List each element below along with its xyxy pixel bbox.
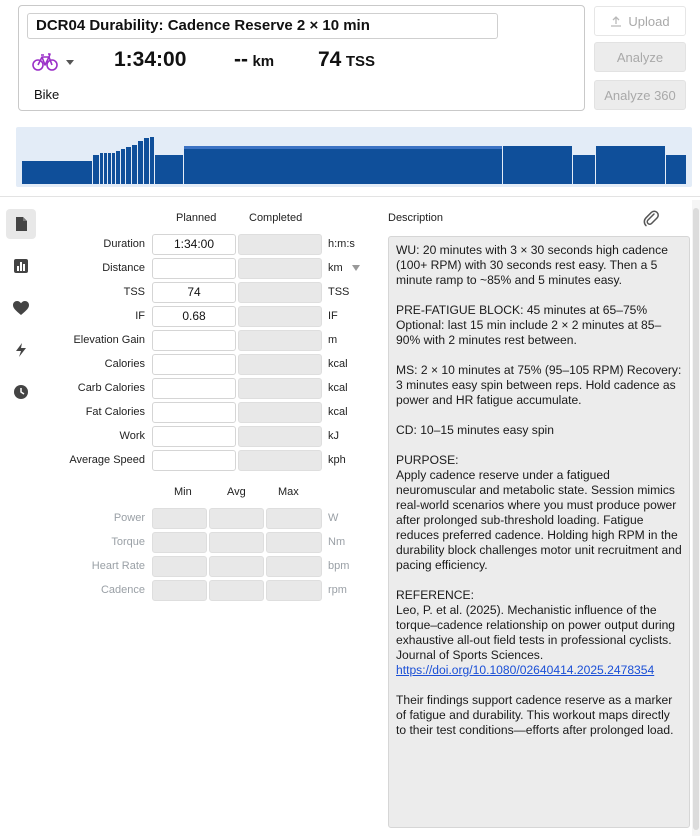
unit-cadence: rpm	[328, 584, 347, 596]
row-label-fat-calories: Fat Calories	[85, 406, 145, 418]
torque-avg-input[interactable]	[209, 532, 264, 553]
column-header-completed: Completed	[249, 212, 303, 224]
heart-rate-avg-input[interactable]	[209, 556, 264, 577]
heart-icon	[12, 300, 30, 316]
row-label-heart-rate: Heart Rate	[91, 560, 145, 572]
unit-elevation-gain: m	[328, 334, 338, 346]
graph-block-ramp	[138, 141, 143, 184]
row-label-work: Work	[119, 430, 145, 442]
row-label-duration: Duration	[103, 238, 145, 250]
column-header-planned: Planned	[176, 212, 217, 224]
column-header-max: Max	[278, 486, 299, 498]
graph-block-warmup-step	[93, 155, 99, 184]
paperclip-icon[interactable]	[643, 209, 659, 232]
calories-planned-input[interactable]	[152, 354, 236, 375]
analyze-360-label: Analyze 360	[604, 87, 676, 103]
purpose-body: Apply cadence reserve under a fatigued neuromuscular and metabolic state. Session mimics real-world scenarios where you must produce power after prolonged sub-threshold loading. Fatigue reduces preferred cadence. Holding high RPM in the durability block challenges motor unit recruitment and pacing efficiency.	[396, 468, 682, 572]
sport-selector[interactable]	[32, 52, 74, 72]
carb-calories-completed-input[interactable]	[238, 378, 322, 399]
upload-button[interactable]	[594, 6, 686, 36]
distance-stat	[234, 48, 274, 72]
graph-block-cadence	[100, 153, 103, 184]
workout-header-card	[18, 5, 585, 111]
row-label-power: Power	[113, 512, 145, 524]
chart-icon	[13, 258, 29, 274]
graph-block-ramp	[144, 138, 149, 184]
workout-title-input[interactable]: DCR04 Durability: Cadence Reserve 2 × 10 min	[27, 13, 498, 39]
heart-rate-max-input[interactable]	[266, 556, 322, 577]
power-avg-input[interactable]	[209, 508, 264, 529]
tss-stat	[318, 48, 375, 72]
graph-block-ramp	[121, 149, 125, 184]
reference-body: Leo, P. et al. (2025). Mechanistic influence of the torque–cadence relationship on power output during exhaustive all-out field tests in professional cyclists. Journal of Sports Sciences.	[396, 603, 676, 662]
sidebar-item-history[interactable]	[6, 377, 36, 407]
unit-if: IF	[328, 310, 338, 322]
description-prefatigue: PRE-FATIGUE BLOCK: 45 minutes at 65–75% Optional: last 15 min include 2 × 2 minutes at 85–90% with 2 minutes rest between.	[396, 303, 662, 347]
analyze-360-button[interactable]	[594, 80, 686, 110]
graph-block-easy	[155, 155, 183, 184]
work-completed-input[interactable]	[238, 426, 322, 447]
analyze-label: Analyze	[616, 49, 664, 65]
average-speed-planned-input[interactable]	[152, 450, 236, 471]
row-label-carb-calories: Carb Calories	[77, 382, 145, 394]
sidebar-item-health[interactable]	[6, 293, 36, 323]
fat-calories-planned-input[interactable]	[152, 402, 236, 423]
torque-max-input[interactable]	[266, 532, 322, 553]
row-label-torque: Torque	[111, 536, 145, 548]
graph-block-cadence	[104, 153, 107, 184]
graph-block-ramp	[150, 137, 154, 184]
graph-block-warmup	[22, 161, 92, 184]
description-warmup: WU: 20 minutes with 3 × 30 seconds high cadence (100+ RPM) with 30 seconds rest easy. Then a 5 minute ramp to ~85% and 5 minutes easy.	[396, 243, 668, 287]
clock-icon	[13, 384, 29, 400]
torque-min-input[interactable]	[152, 532, 207, 553]
row-label-distance: Distance	[102, 262, 145, 274]
power-max-input[interactable]	[266, 508, 322, 529]
sidebar-item-power[interactable]	[6, 335, 36, 365]
row-label-average-speed: Average Speed	[69, 454, 145, 466]
duration-value: 1:34:00	[114, 48, 187, 71]
elevation-gain-completed-input[interactable]	[238, 330, 322, 351]
unit-duration: h:m:s	[328, 238, 355, 250]
reference-link[interactable]: https://doi.org/10.1080/02640414.2025.2478354	[396, 663, 655, 677]
chevron-down-icon[interactable]	[352, 265, 360, 271]
graph-block-cadence	[108, 153, 111, 184]
row-label-elevation-gain: Elevation Gain	[73, 334, 145, 346]
elevation-gain-planned-input[interactable]	[152, 330, 236, 351]
workout-structure-graph[interactable]	[16, 127, 692, 187]
tss-planned-input[interactable]: 74	[152, 282, 236, 303]
sport-label: Bike	[34, 87, 60, 102]
column-header-avg: Avg	[227, 486, 246, 498]
heart-rate-min-input[interactable]	[152, 556, 207, 577]
unit-distance-select[interactable]: km	[328, 262, 343, 274]
sidebar-item-summary[interactable]	[6, 209, 36, 239]
upload-icon	[610, 15, 622, 27]
tss-unit: TSS	[345, 53, 375, 70]
unit-carb-calories: kcal	[328, 382, 348, 394]
scrollbar-thumb[interactable]	[693, 208, 699, 830]
analyze-button[interactable]	[594, 42, 686, 72]
column-header-min: Min	[174, 486, 192, 498]
fat-calories-completed-input[interactable]	[238, 402, 322, 423]
unit-torque: Nm	[328, 536, 346, 548]
graph-block-cadence	[112, 153, 115, 184]
description-purpose	[396, 453, 682, 573]
description-cooldown: CD: 10–15 minutes easy spin	[396, 423, 554, 437]
unit-work: kJ	[328, 430, 339, 442]
cadence-max-input[interactable]	[266, 580, 322, 601]
average-speed-completed-input[interactable]	[238, 450, 322, 471]
distance-completed-input[interactable]	[238, 258, 322, 279]
unit-power: W	[328, 512, 339, 524]
graph-block-prefatigue-top	[184, 146, 502, 149]
description-main-set: MS: 2 × 10 minutes at 75% (95–105 RPM) Recovery: 3 minutes easy spin between reps. Hold cadence as power and HR fatigue accumulate.	[396, 363, 682, 407]
unit-calories: kcal	[328, 358, 348, 370]
description-textarea[interactable]	[388, 236, 690, 828]
if-completed-input[interactable]	[238, 306, 322, 327]
description-label: Description	[388, 212, 444, 224]
distance-value: --	[234, 48, 248, 71]
if-planned-input[interactable]: 0.68	[152, 306, 236, 327]
duration-planned-input[interactable]: 1:34:00	[152, 234, 236, 255]
unit-heart-rate: bpm	[328, 560, 350, 572]
chevron-down-icon	[66, 60, 74, 65]
graph-block-recovery	[573, 155, 595, 184]
file-icon	[14, 216, 28, 232]
distance-unit: km	[252, 53, 275, 70]
row-label-if: IF	[135, 310, 145, 322]
graph-block-ramp	[132, 145, 137, 184]
graph-block-ramp	[116, 151, 120, 184]
scrollbar[interactable]	[692, 200, 700, 836]
purpose-heading: PURPOSE:	[396, 453, 459, 467]
cadence-avg-input[interactable]	[209, 580, 264, 601]
unit-tss: TSS	[328, 286, 350, 298]
tss-value: 74	[318, 48, 342, 71]
sidebar-item-analysis[interactable]	[6, 251, 36, 281]
graph-block-ms2	[596, 146, 665, 184]
row-label-calories: Calories	[104, 358, 145, 370]
duration-completed-input[interactable]	[238, 234, 322, 255]
duration-stat	[114, 48, 186, 72]
reference-heading: REFERENCE:	[396, 588, 474, 602]
row-label-cadence: Cadence	[100, 584, 145, 596]
graph-block-cooldown	[666, 155, 686, 184]
lightning-icon	[15, 342, 27, 358]
distance-planned-input[interactable]	[152, 258, 236, 279]
workout-graph-svg	[16, 127, 692, 187]
section-divider	[0, 196, 700, 197]
unit-average-speed: kph	[328, 454, 346, 466]
cadence-min-input[interactable]	[152, 580, 207, 601]
carb-calories-planned-input[interactable]	[152, 378, 236, 399]
upload-label: Upload	[628, 13, 670, 29]
calories-completed-input[interactable]	[238, 354, 322, 375]
unit-fat-calories: kcal	[328, 406, 348, 418]
graph-block-ramp	[126, 147, 131, 184]
row-label-tss: TSS	[123, 286, 145, 298]
tss-completed-input[interactable]	[238, 282, 322, 303]
work-planned-input[interactable]	[152, 426, 236, 447]
power-min-input[interactable]	[152, 508, 207, 529]
graph-block-prefatigue	[184, 146, 502, 184]
bike-icon	[32, 53, 58, 71]
description-findings: Their findings support cadence reserve as a marker of fatigue and durability. This workout maps directly to their test conditions—efforts after prolonged load.	[396, 693, 674, 737]
description-reference	[396, 588, 682, 678]
graph-block-ms1	[503, 146, 572, 184]
